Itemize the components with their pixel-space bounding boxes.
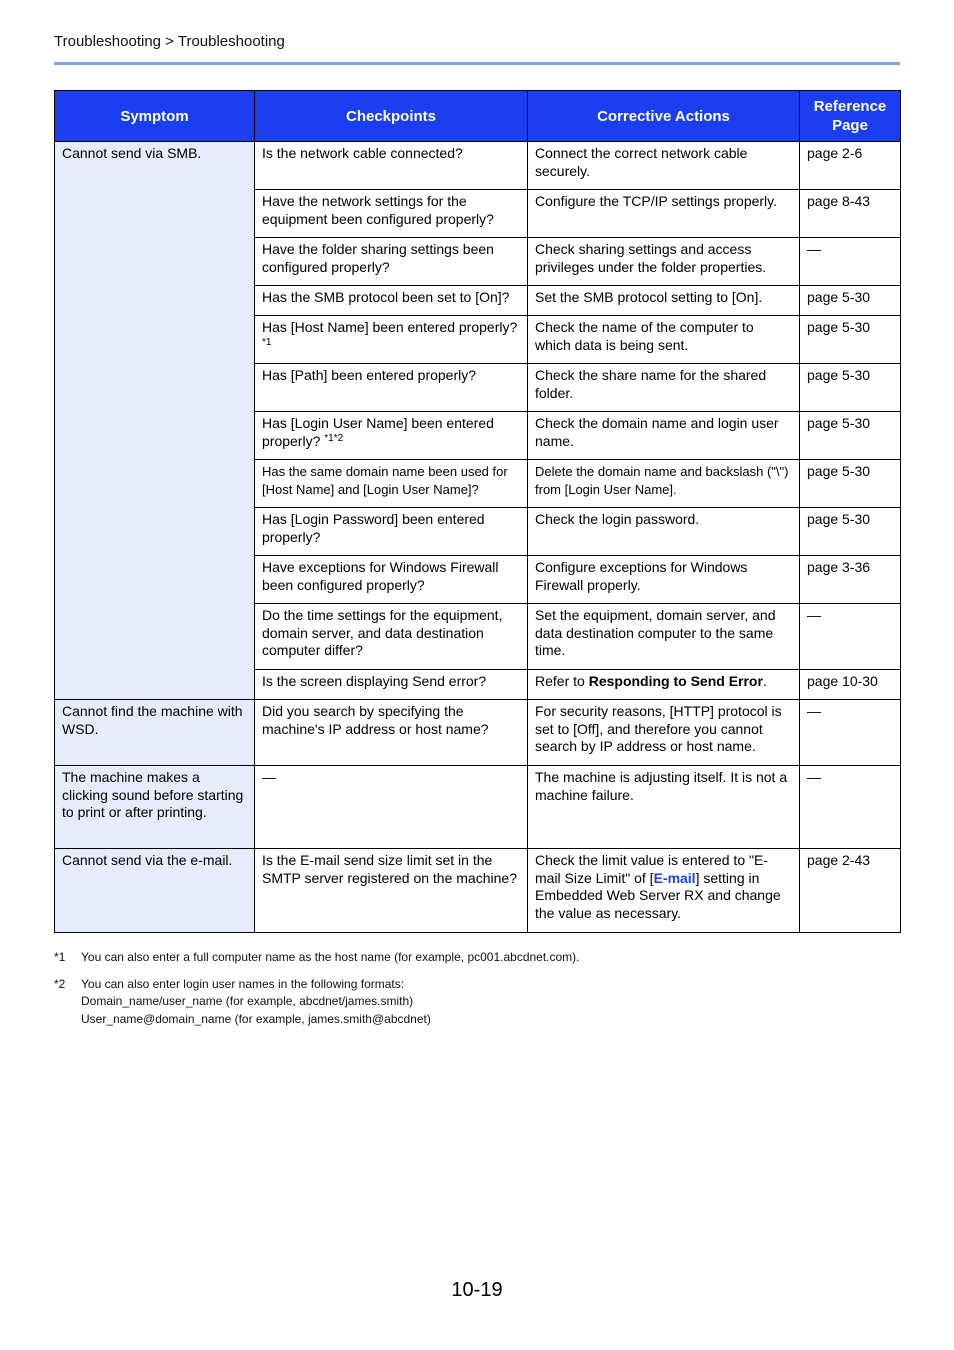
- action-cell: The machine is adjusting itself. It is not a machine failure.: [528, 766, 800, 849]
- checkpoint-cell: Have the network settings for the equipment been configured properly?: [255, 190, 528, 238]
- checkpoint-cell: Is the network cable connected?: [255, 142, 528, 190]
- header-rule: [54, 62, 900, 65]
- footnote-text: You can also enter login user names in the following formats:: [81, 976, 405, 991]
- checkpoint-cell: Is the screen displaying Send error?: [255, 670, 528, 700]
- action-text: Check the limit value is entered to "E-mail Size Limit" of [: [535, 852, 768, 886]
- reference-cell: —: [800, 604, 901, 670]
- table-row: [55, 142, 901, 190]
- action-cell: Configure the TCP/IP settings properly.: [528, 190, 800, 238]
- reference-cell: page 3-36: [800, 556, 901, 604]
- checkpoint-text: Has [Host Name] been entered properly?: [262, 319, 518, 335]
- action-cell: Check the name of the computer to which data is being sent.: [528, 316, 800, 364]
- symptom-cell: Cannot send via the e-mail.: [55, 849, 255, 933]
- footnote: [54, 949, 900, 967]
- header-reference-page: Reference Page: [800, 91, 901, 142]
- reference-cell: page 2-43: [800, 849, 901, 933]
- table-row: [55, 849, 901, 933]
- footnotes: [54, 949, 900, 1037]
- reference-cell: —: [800, 238, 901, 286]
- footnote-text: User_name@domain_name (for example, james.smith@abcdnet): [81, 1011, 431, 1026]
- reference-cell: page 5-30: [800, 460, 901, 508]
- footnote-mark: *2: [54, 976, 66, 991]
- checkpoint-cell: Have exceptions for Windows Firewall been configured properly?: [255, 556, 528, 604]
- table-header-row: [55, 91, 901, 142]
- responding-to-send-error-ref: Responding to Send Error: [588, 673, 763, 689]
- reference-cell: page 5-30: [800, 364, 901, 412]
- reference-cell: page 10-30: [800, 670, 901, 700]
- checkpoint-cell: Has the same domain name been used for [Host Name] and [Login User Name]?: [255, 460, 528, 508]
- reference-cell: —: [800, 700, 901, 766]
- checkpoint-cell: Did you search by specifying the machine's IP address or host name?: [255, 700, 528, 766]
- action-cell: Delete the domain name and backslash ("\") from [Login User Name].: [528, 460, 800, 508]
- reference-cell: page 2-6: [800, 142, 901, 190]
- checkpoint-cell: [255, 316, 528, 364]
- reference-cell: page 5-30: [800, 508, 901, 556]
- checkpoint-text: Has [Login User Name] been entered properly?: [262, 415, 494, 449]
- e-mail-setting-link[interactable]: E-mail: [653, 869, 696, 886]
- header-symptom: Symptom: [55, 91, 255, 142]
- action-cell: Set the equipment, domain server, and data destination computer to the same time.: [528, 604, 800, 670]
- footnote-text: Domain_name/user_name (for example, abcdnet/james.smith): [81, 994, 414, 1008]
- reference-cell: page 8-43: [800, 190, 901, 238]
- header-corrective-actions: Corrective Actions: [528, 91, 800, 142]
- checkpoint-cell: Has the SMB protocol been set to [On]?: [255, 286, 528, 316]
- action-cell: For security reasons, [HTTP] protocol is set to [Off], and therefore you cannot search by IP address or host name.: [528, 700, 800, 766]
- footnote-ref: *1*2: [324, 432, 344, 444]
- action-cell: [528, 849, 800, 933]
- checkpoint-cell: Has [Path] been entered properly?: [255, 364, 528, 412]
- symptom-cell: Cannot send via SMB.: [55, 142, 255, 700]
- action-cell: Check the domain name and login user name.: [528, 412, 800, 460]
- checkpoint-cell: —: [255, 766, 528, 849]
- footnote: [54, 976, 900, 1029]
- symptom-cell: Cannot find the machine with WSD.: [55, 700, 255, 766]
- troubleshooting-table: [54, 90, 901, 933]
- action-cell: Set the SMB protocol setting to [On].: [528, 286, 800, 316]
- table-row: [55, 700, 901, 766]
- action-cell: Check sharing settings and access privileges under the folder properties.: [528, 238, 800, 286]
- checkpoint-cell: Do the time settings for the equipment, domain server, and data destination computer differ?: [255, 604, 528, 670]
- reference-cell: page 5-30: [800, 412, 901, 460]
- action-cell: Configure exceptions for Windows Firewall properly.: [528, 556, 800, 604]
- footnote-ref: *1: [262, 336, 272, 348]
- table-row: [55, 766, 901, 849]
- footnote-text: You can also enter a full computer name as the host name (for example, pc001.abcdnet.com).: [81, 950, 580, 964]
- action-cell: [528, 670, 800, 700]
- footnote-mark: *1: [54, 950, 66, 964]
- header-checkpoints: Checkpoints: [255, 91, 528, 142]
- checkpoint-cell: Has [Login Password] been entered properly?: [255, 508, 528, 556]
- action-cell: Connect the correct network cable securely.: [528, 142, 800, 190]
- action-text: ] setting in Embedded Web Server RX and change the value as necessary.: [535, 869, 781, 921]
- checkpoint-cell: [255, 412, 528, 460]
- action-cell: Check the share name for the shared folder.: [528, 364, 800, 412]
- reference-cell: page 5-30: [800, 316, 901, 364]
- action-cell: Check the login password.: [528, 508, 800, 556]
- action-text: .: [762, 673, 767, 689]
- breadcrumb: Troubleshooting > Troubleshooting: [54, 33, 285, 50]
- checkpoint-cell: Have the folder sharing settings been configured properly?: [255, 238, 528, 286]
- reference-cell: —: [800, 766, 901, 849]
- page-number: 10-19: [451, 1279, 503, 1301]
- action-text: Refer to: [535, 673, 589, 689]
- checkpoint-cell: Is the E-mail send size limit set in the SMTP server registered on the machine?: [255, 849, 528, 933]
- symptom-cell: The machine makes a clicking sound before starting to print or after printing.: [55, 766, 255, 849]
- reference-cell: page 5-30: [800, 286, 901, 316]
